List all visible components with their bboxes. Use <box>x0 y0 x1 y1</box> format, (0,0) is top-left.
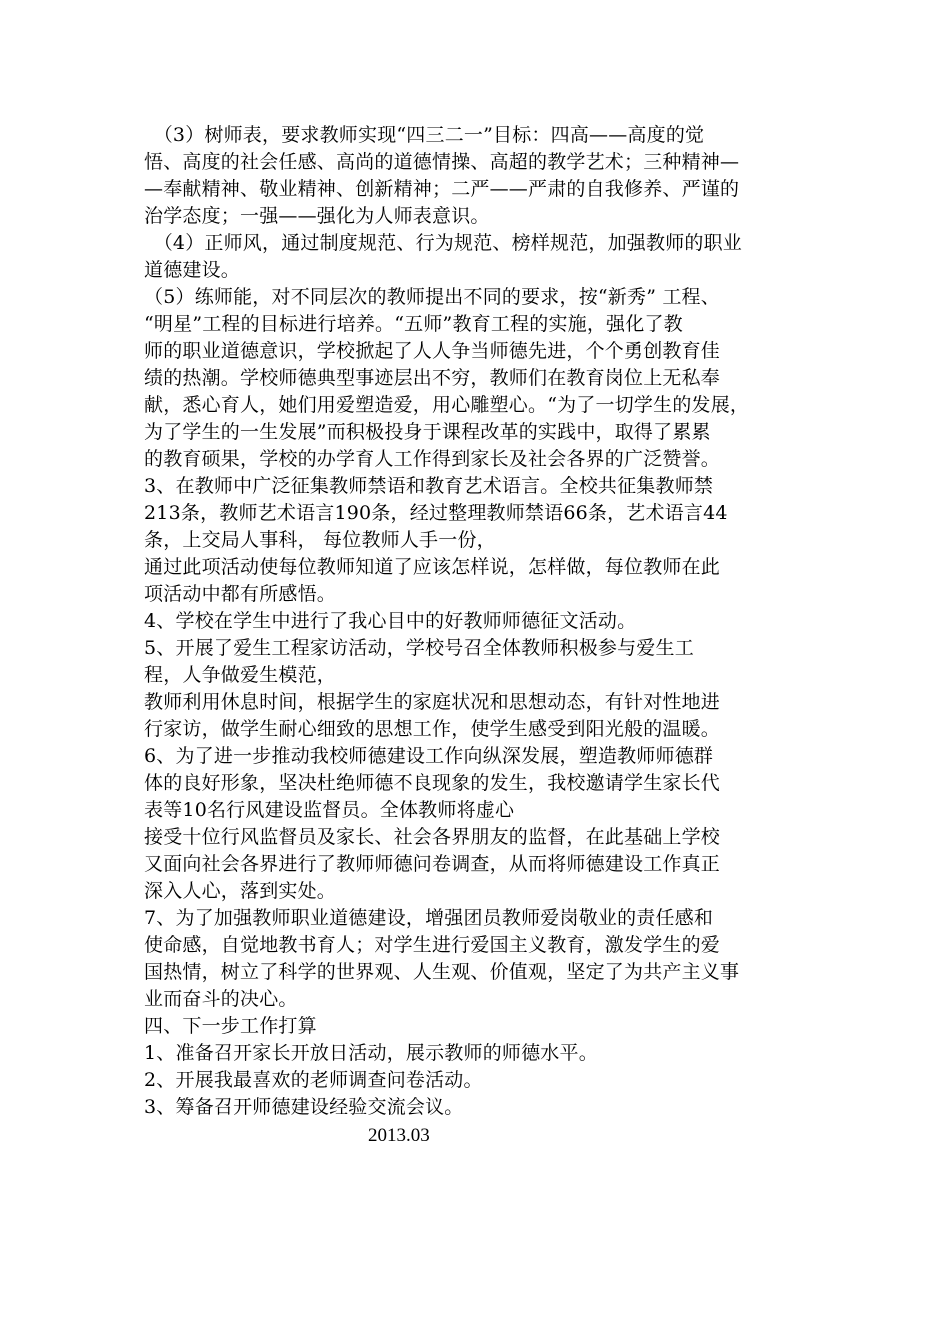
text-line: 教师利用休息时间，根据学生的家庭状况和思想动态，有针对性地进 <box>144 691 721 713</box>
text-line: 的教育硕果，学校的办学育人工作得到家长及社会各界的广泛赞誉。 <box>144 448 721 470</box>
text-line: 业而奋斗的决心。 <box>144 988 298 1010</box>
text-line: 献，悉心育人，她们用爱塑造爱，用心雕塑心。“为了一切学生的发展， <box>144 394 750 416</box>
text-line: （3）树师表，要求教师实现“四三二一”目标：四高——高度的觉 <box>144 124 705 146</box>
text-line: 7、为了加强教师职业道德建设，增强团员教师爱岗敬业的责任感和 <box>144 907 714 929</box>
text-line: 悟、高度的社会任感、高尚的道德情操、高超的教学艺术；三种精神— <box>144 151 740 173</box>
text-line: 1、准备召开家长开放日活动，展示教师的师德水平。 <box>144 1042 598 1064</box>
text-line: 表等10名行风建设监督员。全体教师将虚心 <box>144 799 515 821</box>
text-line: 2、开展我最喜欢的老师调查问卷活动。 <box>144 1069 483 1091</box>
text-line: 又面向社会各界进行了教师师德问卷调查，从而将师德建设工作真正 <box>144 853 721 875</box>
text-line: （4）正师风，通过制度规范、行为规范、榜样规范，加强教师的职业 <box>144 232 742 254</box>
text-line: 6、为了进一步推动我校师德建设工作向纵深发展，塑造教师师德群 <box>144 745 714 767</box>
text-line: 师的职业道德意识，学校掀起了人人争当师德先进，个个勇创教育佳 <box>144 340 721 362</box>
text-line: —奉献精神、敬业精神、创新精神；二严——严肃的自我修养、严谨的 <box>144 178 740 200</box>
text-line: 项活动中都有所感悟。 <box>144 583 337 605</box>
text-line: 治学态度；一强——强化为人师表意识。 <box>144 205 490 227</box>
text-line: 深入人心，落到实处。 <box>144 880 337 902</box>
text-line: 5、开展了爱生工程家访活动，学校号召全体教师积极参与爱生工 <box>144 637 694 659</box>
text-line: 四、下一步工作打算 <box>144 1015 317 1037</box>
text-line: 条，上交局人事科， 每位教师人手一份， <box>144 529 496 551</box>
text-line: 为了学生的一生发展”而积极投身于课程改革的实践中，取得了累累 <box>144 421 711 443</box>
text-line: 接受十位行风监督员及家长、社会各界朋友的监督，在此基础上学校 <box>144 826 721 848</box>
document-date: 2013.03 <box>368 1125 430 1146</box>
text-line: 体的良好形象，坚决杜绝师德不良现象的发生，我校邀请学生家长代 <box>144 772 721 794</box>
text-line: 程，人争做爱生模范， <box>144 664 337 686</box>
text-line: 通过此项活动使每位教师知道了应该怎样说，怎样做，每位教师在此 <box>144 556 721 578</box>
text-line: “明星”工程的目标进行培养。“五师”教育工程的实施，强化了教 <box>144 313 683 335</box>
text-line: 国热情，树立了科学的世界观、人生观、价值观，坚定了为共产主义事 <box>144 961 740 983</box>
document-body <box>144 122 834 1121</box>
text-line: 行家访，做学生耐心细致的思想工作，使学生感受到阳光般的温暖。 <box>144 718 721 740</box>
text-line: 绩的热潮。学校师德典型事迹层出不穷，教师们在教育岗位上无私奉 <box>144 367 721 389</box>
text-line: 3、筹备召开师德建设经验交流会议。 <box>144 1096 464 1118</box>
text-line: 213条，教师艺术语言190条，经过整理教师禁语66条，艺术语言44 <box>144 502 728 524</box>
text-line: 4、学校在学生中进行了我心目中的好教师师德征文活动。 <box>144 610 637 632</box>
text-line: （5）练师能，对不同层次的教师提出不同的要求，按“新秀” 工程、 <box>144 286 720 308</box>
text-line: 使命感，自觉地教书育人；对学生进行爱国主义教育，激发学生的爱 <box>144 934 721 956</box>
text-line: 道德建设。 <box>144 259 241 281</box>
text-line: 3、在教师中广泛征集教师禁语和教育艺术语言。全校共征集教师禁 <box>144 475 714 497</box>
